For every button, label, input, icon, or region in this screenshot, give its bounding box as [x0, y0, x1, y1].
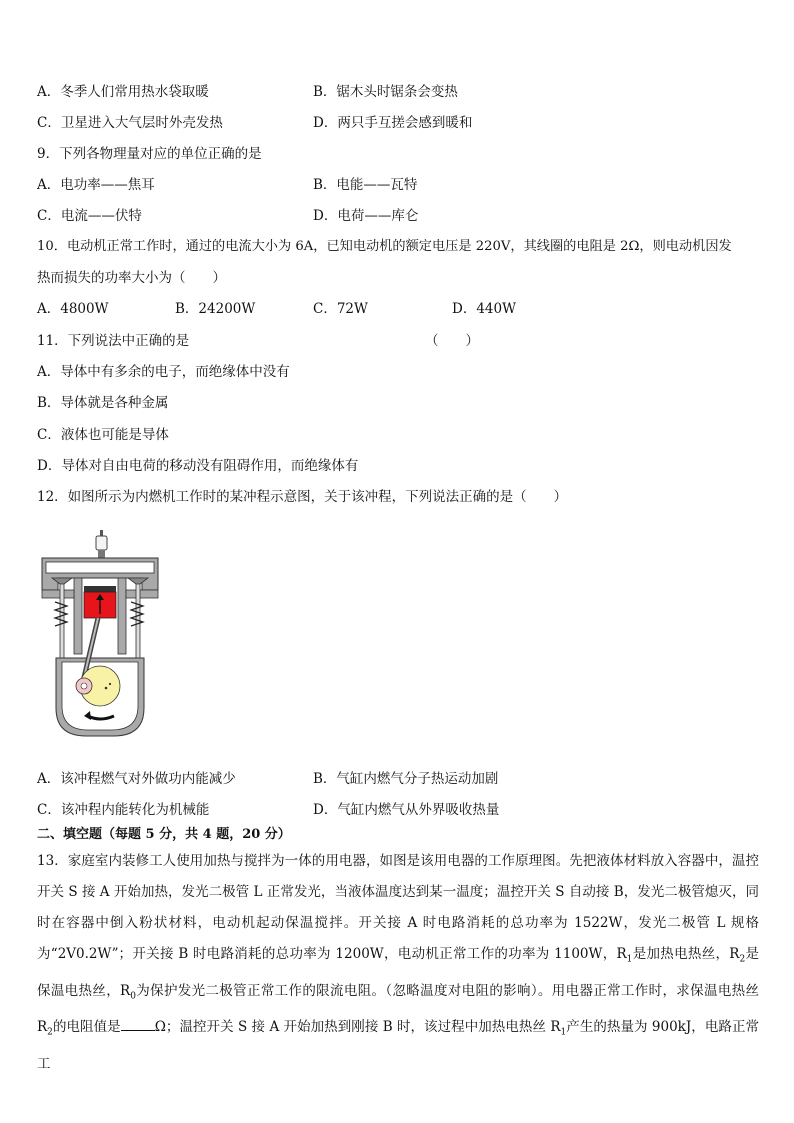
q12-option-d: D．气缸内燃气从外界吸收热量 [313, 802, 500, 818]
q12-option-c: C．该冲程内能转化为机械能 [37, 802, 210, 818]
cylinder-wall-right [118, 578, 126, 654]
q9-option-c: C．电流——伏特 [37, 208, 142, 224]
q13-paragraph: 13．家庭室内装修工人使用加热与搅拌为一体的用电器，如图是该用电器的工作原理图。先把液体材料放入容器中，温控开关 S 接 A 开始加热，发光二极管 L 正常发光，当液体温度达到某一温度；温控开关 S 自动接 B，发光二极管熄灭，同时在容器中倒入粉状材料，电动机起动保温搅拌。开关接 A 时电路消耗的总功率为 1522W，发光二极管 L 规格为“2V0.2W”；开关接 B 时电路消耗的总功率为 1200W，电动机正常工作的功率为 1100W，$R_1$是加热电热丝，$R_2$是保温电热丝，$R_0$为保护发光二极管正常工作的限流电阻。（忽略温度对电阻的影响）。用电器正常工作时，求保温电热丝 $R_2$的电阻值是 Ω；温控开关 S 接 A 开始加热到刚接 B 时，该过程中加热电热丝 $R_1$产生的热量为 900kJ，电路正常工 [37, 853, 760, 1073]
engine-stroke-diagram [40, 530, 160, 750]
q11-option-b: B．导体就是各种金属 [37, 395, 169, 411]
q11-option-c: C．液体也可能是导体 [37, 427, 169, 443]
spark-plug-icon [96, 530, 107, 558]
piston [84, 586, 116, 618]
q8-option-a: A．冬季人们常用热水袋取暖 [37, 84, 209, 100]
q8-option-c: C．卫星进入大气层时外壳发热 [37, 115, 223, 131]
q11-answer-paren: （ ） [425, 333, 479, 349]
cylinder-wall-left [74, 578, 82, 654]
q10-option-a: A．4800W [37, 301, 109, 317]
q10-option-c: C．72W [313, 301, 368, 317]
q11-option-d: D．导体对自由电荷的移动没有阻碍作用，而绝缘体有 [37, 458, 359, 474]
q9-option-a: A．电功率——焦耳 [37, 177, 155, 193]
q12-stem: 12．如图所示为内燃机工作时的某冲程示意图，关于该冲程，下列说法正确的是（ ） [37, 489, 568, 505]
q9-stem: 9．下列各物理量对应的单位正确的是 [37, 146, 262, 162]
q12-option-b: B．气缸内燃气分子热运动加剧 [313, 771, 499, 787]
q9-option-d: D．电荷——库仑 [313, 208, 419, 224]
q10-stem-line1: 10．电动机正常工作时，通过的电流大小为 6A，已知电动机的额定电压是 220V，其线圈的电阻是 2Ω，则电动机因发 [37, 239, 732, 254]
q8-option-d: D．两只手互搓会感到暖和 [313, 115, 473, 131]
q8-option-b: B．锯木头时锯条会变热 [313, 84, 458, 100]
q10-option-b: B．24200W [175, 301, 256, 317]
section-2-heading: 二、填空题（每题 5 分，共 4 题，20 分） [37, 827, 291, 842]
q10-option-d: D．440W [452, 301, 516, 317]
q11-stem: 11．下列说法中正确的是 [37, 333, 190, 349]
q10-stem-line2: 热而损失的功率大小为（ ） [37, 270, 226, 286]
q9-option-b: B．电能——瓦特 [313, 177, 418, 193]
answer-blank[interactable] [121, 1016, 155, 1031]
q11-option-a: A．导体中有多余的电子，而绝缘体中没有 [37, 364, 290, 380]
q12-option-a: A．该冲程燃气对外做功内能减少 [37, 771, 236, 787]
